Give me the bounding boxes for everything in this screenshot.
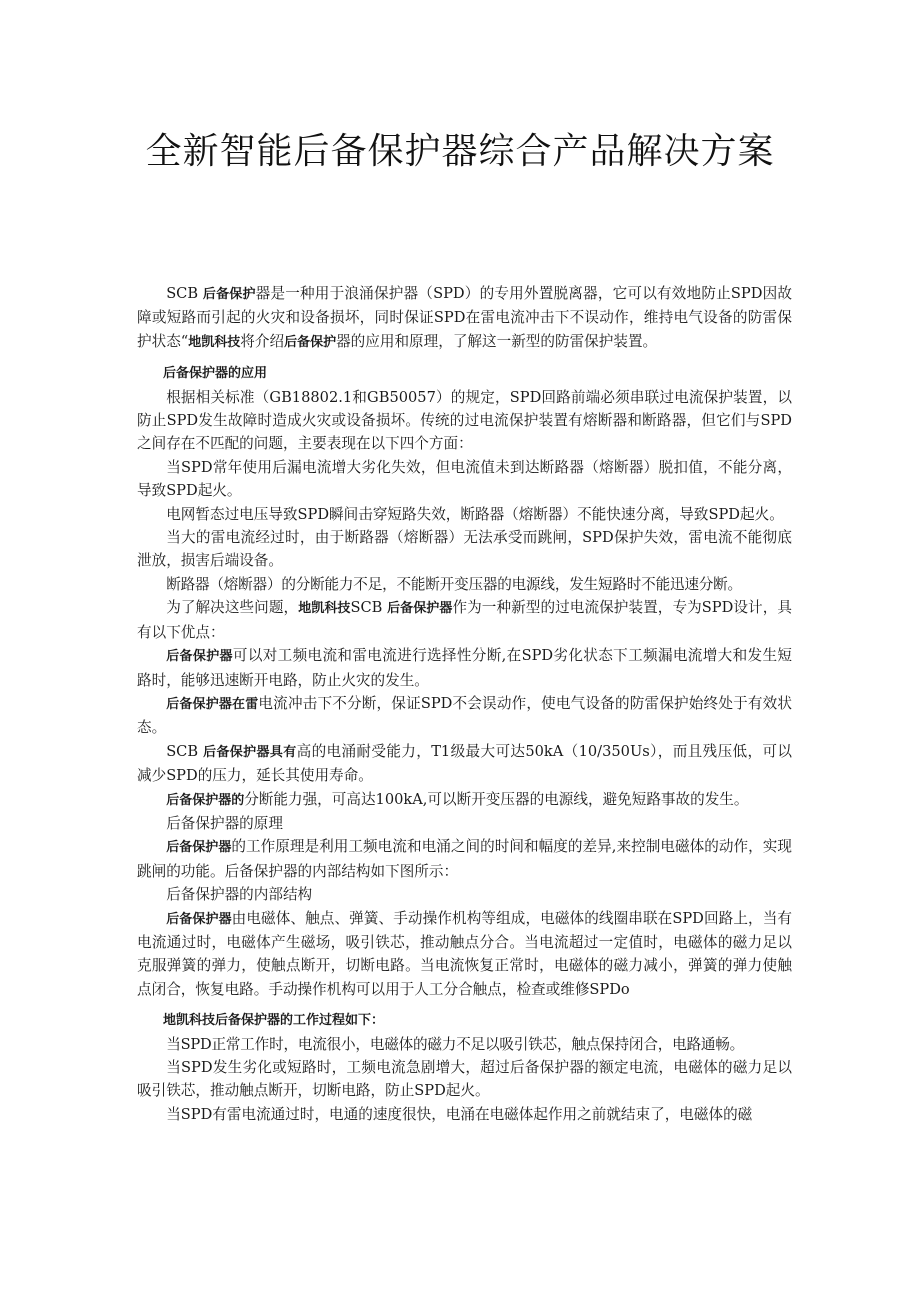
solution-text: 为了解决这些问题， <box>166 599 299 617</box>
advantage-bold: 后备保护器 <box>166 649 233 665</box>
section-heading-structure: 后备保护器的内部结构 <box>166 886 313 904</box>
intro-text: 将介绍 <box>240 332 285 350</box>
section-heading-process: 地凯科技后备保护器的工作过程如下： <box>163 1013 385 1029</box>
principle-text: 的工作原理是利用工频电流和电涌之间的时间和幅度的差异,来控制电磁体的动作，实现跳闸的功能。后备保护器的内部结构如下图所示： <box>137 838 792 880</box>
solution-bold: 地凯科技 <box>298 601 351 617</box>
solution-paragraph <box>137 596 792 644</box>
standards-paragraph: 根据相关标准（GB18802.1和GB50057）的规定，SPD回路前端必须串联过电流保护装置，以防止SPD发生故障时造成火灾或设备损坏。传统的过电流保护装置有熔断器和断路器，但它们与SPD之间存在不匹配的问题，主要表现在以下四个方面： <box>137 388 792 453</box>
process-item: 当SPD有雷电流通过时，电通的速度很快，电涌在电磁体起作用之前就结束了，电磁体的磁 <box>166 1105 753 1123</box>
intro-text: 器的应用和原理，了解这一新型的防雷保护装置。 <box>336 332 658 350</box>
intro-text: 器是一种用于浪涌保护器（SPD）的专用外置脱离器，它可以有效地防止SPD因故障或短路而引起的火灾和设备损坏，同时保证SPD在雷电流冲击下不误动作，维持电气设备的防雷保护状态“ <box>137 285 792 350</box>
section-heading-application: 后备保护器的应用 <box>163 366 268 382</box>
solution-text: 作为一种新型的过电流保护装置，专为SPD设计，具有以下优点： <box>137 599 792 641</box>
intro-bold: 后备保护 <box>284 334 337 350</box>
advantage-text: 高的电涌耐受能力，T1级最大可达50kA（10/350Us），而且残压低，可以减少SPD的压力，延长其使用寿命。 <box>137 742 792 785</box>
section-heading-principle: 后备保护器的原理 <box>166 814 283 832</box>
intro-paragraph <box>137 282 792 354</box>
problem-item: 当SPD常年使用后漏电流增大劣化失效，但电流值未到达断路器（熔断器）脱扣值，不能分离，导致SPD起火。 <box>137 458 792 500</box>
document-title: 全新智能后备保护器综合产品解决方案 <box>145 131 775 172</box>
process-item: 当SPD发生劣化或短路时，工频电流急剧增大，超过后备保护器的额定电流，电磁体的磁力足以吸引铁芯，推动触点断开，切断电路，防止SPD起火。 <box>137 1059 792 1100</box>
advantage-text: 可以对工频电流和雷电流进行选择性分断,在SPD劣化状态下工频漏电流增大和发生短路时，能够迅速断开电路，防止火灾的发生。 <box>137 647 792 689</box>
problem-item: 当大的雷电流经过时，由于断路器（熔断器）无法承受而跳闸，SPD保护失效，雷电流不能彻底泄放，损害后端设备。 <box>137 529 792 570</box>
solution-bold: 后备保护器 <box>387 601 453 617</box>
principle-paragraph <box>137 835 792 883</box>
advantage-item <box>137 740 792 788</box>
intro-bold: 地凯科技 <box>188 334 241 350</box>
intro-bold: 后备保护 <box>202 287 256 302</box>
solution-text: SCB <box>350 599 388 617</box>
advantage-item <box>137 692 792 740</box>
advantage-bold: 后备保护器在雷 <box>166 696 259 712</box>
process-item: 当SPD正常工作时，电流很小，电磁体的磁力不足以吸引铁芯，触点保持闭合，电路通畅。 <box>166 1035 745 1053</box>
advantage-item <box>137 788 792 812</box>
problem-item: 电网暂态过电压导致SPD瞬间击穿短路失效，断路器（熔断器）不能快速分离，导致SPD起火。 <box>166 505 784 523</box>
advantage-item <box>137 644 792 692</box>
advantage-text: 电流冲击下不分断，保证SPD不会误动作，使电气设备的防雷保护始终处于有效状态。 <box>137 694 792 737</box>
advantage-text: 分断能力强，可高达100kA,可以断开变压器的电源线，避免短路事故的发生。 <box>244 790 749 808</box>
advantage-prefix: SCB <box>166 742 204 760</box>
principle-bold: 后备保护器 <box>166 840 232 856</box>
structure-text: 由电磁体、触点、弹簧、手动操作机构等组成，电磁体的线圈串联在SPD回路上，当有电流通过时，电磁体产生磁场，吸引铁芯，推动触点分合。当电流超过一定值时，电磁体的磁力足以克服弹簧的弹力，使触点断开，切断电路。当电流恢复正常时，电磁体的磁力减小，弹簧的弹力使触点闭合，恢复电路。手动操作机构可以用于人工分合触点，检查或维修SPDo <box>137 909 792 998</box>
structure-bold: 后备保护器 <box>166 911 232 927</box>
structure-paragraph <box>137 907 792 1002</box>
intro-text: SCB <box>166 285 203 302</box>
problem-item: 断路器（熔断器）的分断能力不足，不能断开变压器的电源线，发生短路时不能迅速分断。 <box>166 575 742 593</box>
advantage-bold: 后备保护器的 <box>166 792 245 808</box>
document-body <box>137 282 792 1126</box>
advantage-bold: 后备保护器具有 <box>203 744 297 760</box>
